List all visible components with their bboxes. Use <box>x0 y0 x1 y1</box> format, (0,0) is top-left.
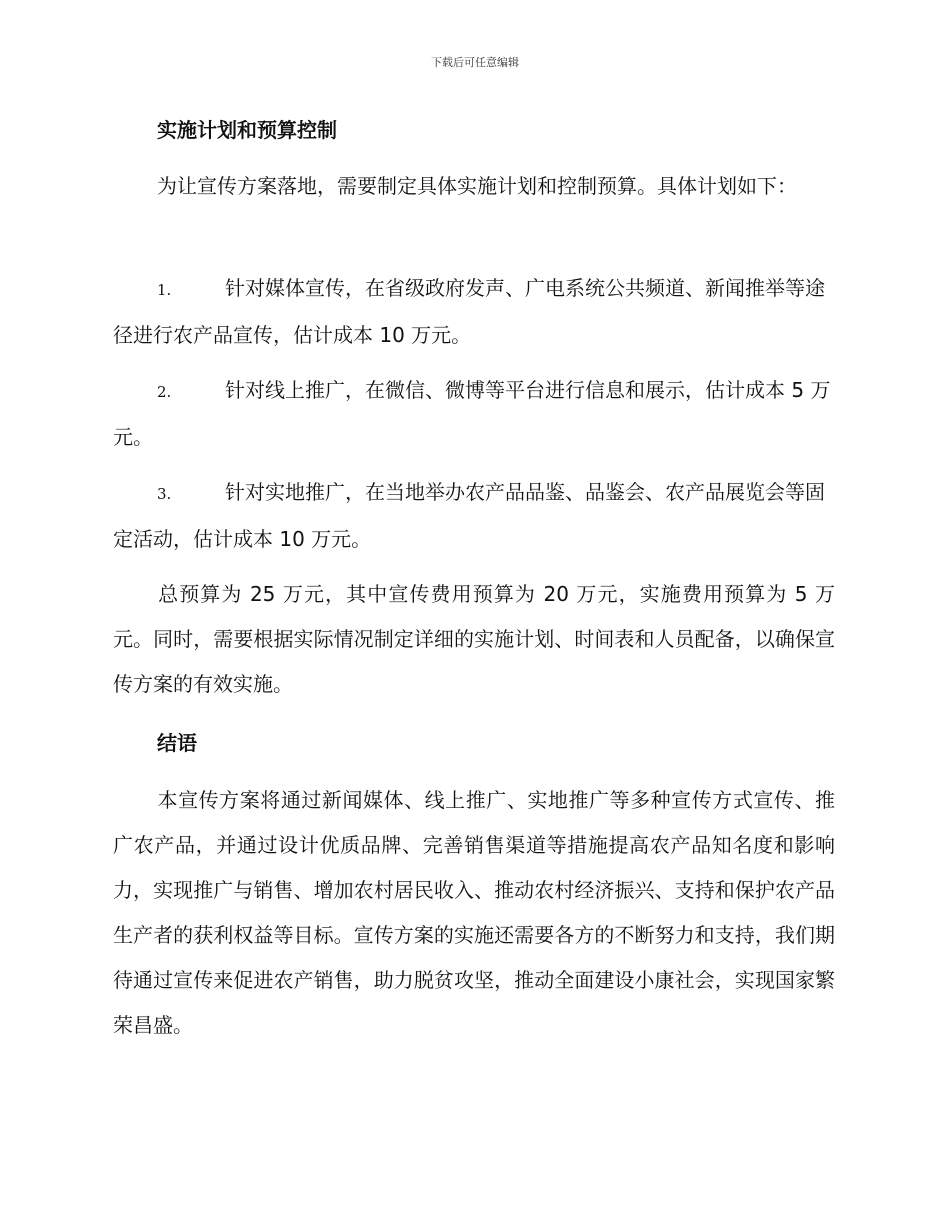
section-title-conclusion: 结语 <box>157 731 197 755</box>
budget-paragraph <box>113 572 835 707</box>
intro-text: 为让宣传方案落地，需要制定具体实施计划和控制预算。具体计划如下： <box>157 174 797 198</box>
plan-item-text: 针对媒体宣传，在省级政府发声、广电系统公共频道、新闻推举等途径进行农产品宣传，估计成本 10 万元。 <box>113 276 825 347</box>
section-title-plan: 实施计划和预算控制 <box>157 118 337 142</box>
plan-item-3 <box>113 470 835 562</box>
plan-item-text: 针对实地推广，在当地举办农产品品鉴、品鉴会、农产品展览会等固定活动，估计成本 10 万元。 <box>113 480 825 551</box>
plan-item-number: 2. <box>157 383 172 401</box>
intro-paragraph <box>113 164 835 209</box>
plan-item-number: 1. <box>157 281 172 299</box>
plan-item-1 <box>113 266 835 358</box>
conclusion-paragraph <box>113 778 835 1048</box>
budget-text: 总预算为 25 万元，其中宣传费用预算为 20 万元，实施费用预算为 5 万元。同时，需要根据实际情况制定详细的实施计划、时间表和人员配备，以确保宣传方案的有效实施。 <box>113 582 835 696</box>
plan-item-number: 3. <box>157 485 172 503</box>
plan-item-text: 针对线上推广，在微信、微博等平台进行信息和展示，估计成本 5 万元。 <box>113 378 831 449</box>
conclusion-text: 本宣传方案将通过新闻媒体、线上推广、实地推广等多种宣传方式宣传、推广农产品，并通过设计优质品牌、完善销售渠道等措施提高农产品知名度和影响力，实现推广与销售、增加农村居民收入、推动农村经济振兴、支持和保护农产品生产者的获利权益等目标。宣传方案的实施还需要各方的不断努力和支持，我们期待通过宣传来促进农产销售，助力脱贫攻坚，推动全面建设小康社会，实现国家繁荣昌盛。 <box>113 788 835 1037</box>
page-header: 下载后可任意编辑 <box>431 56 519 69</box>
plan-item-2 <box>113 368 835 460</box>
